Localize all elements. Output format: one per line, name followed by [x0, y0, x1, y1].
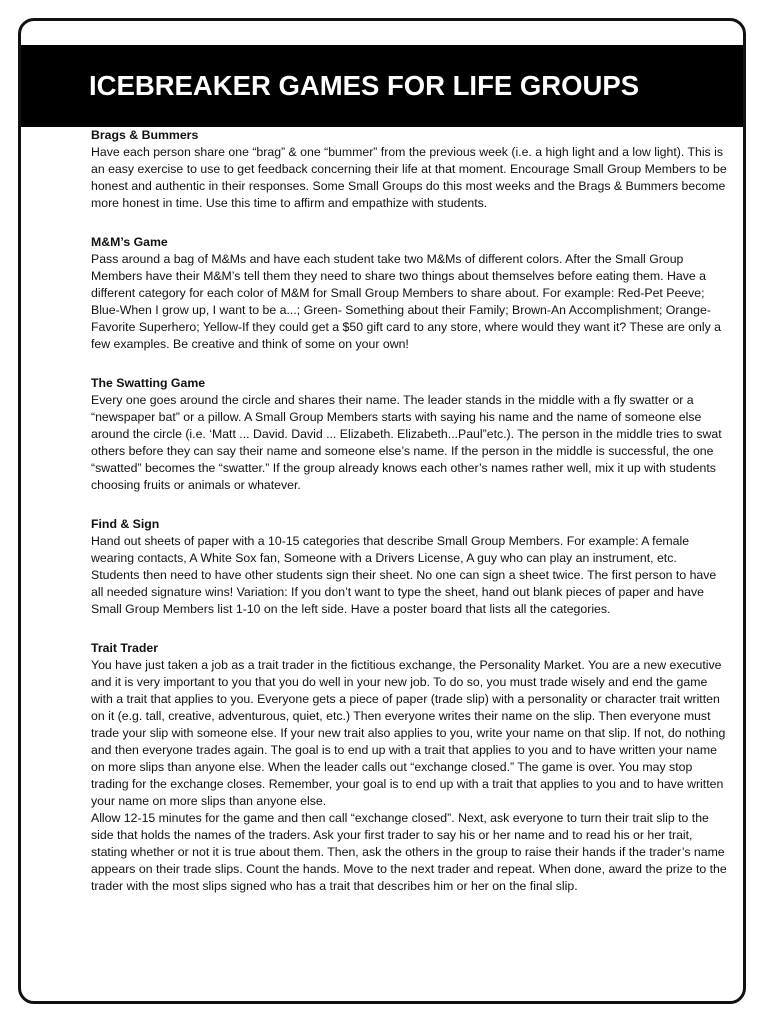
section-find-sign	[91, 516, 727, 618]
section-heading: M&M’s Game	[91, 235, 168, 249]
page-frame	[18, 18, 746, 1004]
section-paragraph: Every one goes around the circle and shares their name. The leader stands in the middle with a fly swatter or a “newspaper bat” or a pillow. A Small Group Members starts with saying his name and the name of someone else around the circle (i.e. ‘Matt ... David. David ... Elizabeth. Elizabeth...Paul”etc.). The person in the middle tries to swat others before they can say their name and someone else’s name. If the person in the middle is successful, the one “swatted” becomes the “swatter.” If the group already knows each other’s names rather well, mix it up with students choosing fruits or animals or whatever.	[91, 393, 722, 492]
section-paragraph: Have each person share one “brag” & one “bummer” from the previous week (i.e. a high light and a low light). This is an easy exercise to use to get feedback concerning their life at that moment. Encourage Small Group Members to be honest and authentic in their responses. Some Small Groups do this most weeks and the Brags & Bummers become more honest in time. Use this time to affirm and empathize with students.	[91, 145, 727, 210]
section-mms-game	[91, 234, 727, 353]
section-swatting-game	[91, 375, 727, 494]
section-brags-bummers	[91, 127, 727, 212]
document-body	[91, 127, 727, 917]
section-paragraph: Hand out sheets of paper with a 10-15 categories that describe Small Group Members. For example: A female wearing contacts, A White Sox fan, Someone with a Drivers License, A guy who can play an instrument, etc. Students then need to have other students sign their sheet. No one can sign a sheet twice. The first person to have all needed signature wins! Variation: If you don’t want to type the sheet, hand out blank pieces of paper and have Small Group Members list 1-10 on the left side. Have a poster board that lists all the categories.	[91, 534, 717, 616]
section-heading: The Swatting Game	[91, 376, 206, 390]
section-trait-trader	[91, 640, 727, 895]
title-banner	[21, 45, 743, 127]
section-heading: Trait Trader	[91, 641, 158, 655]
page-title: ICEBREAKER GAMES FOR LIFE GROUPS	[89, 70, 640, 102]
section-heading: Find & Sign	[91, 517, 160, 531]
section-paragraph: Pass around a bag of M&Ms and have each student take two M&Ms of different colors. After the Small Group Members have their M&M’s tell them they need to share two things about themselves before eating them. Have a different category for each color of M&M for Small Group Members to share about. For example: Red-Pet Peeve; Blue-When I grow up, I want to be a...; Green- Something about their Family; Brown-An Accomplishment; Orange-Favorite Superhero; Yellow-If they could get a $50 gift card to any store, where would they want it? These are only a few examples. Be creative and think of some on your own!	[91, 252, 722, 351]
section-paragraph: You have just taken a job as a trait trader in the fictitious exchange, the Personality Market. You are a new executive and it is very important to you that you do well in your new job. To do so, you must trade wisely and end the game with a trait that applies to you. Everyone gets a piece of paper (trade slip) with a personality or character trait written on it (e.g. tall, creative, adventurous, quiet, etc.) Then everyone writes their name on the slip. Then everyone must trade your slip with someone else. If your new trait also applies to you, write your name on that slip. If not, do nothing and then everyone trades again. The goal is to end up with a trait that applies to you and to have written your name on more slips than anyone else. When the leader calls out “exchange closed.” The game is over. You may stop trading for the exchange closes. Remember, your goal is to end up with a trait that applies to you and to have written your name on more slips than anyone else.	[91, 658, 726, 808]
section-paragraph: Allow 12-15 minutes for the game and then call “exchange closed”. Next, ask everyone to turn their trait slip to the side that holds the names of the traders. Ask your first trader to say his or her name and to read his or her trait, stating whether or not it is true about them. Then, ask the others in the group to raise their hands if the trader’s name appears on their trade slips. Count the hands. Move to the next trader and repeat. When done, award the prize to the trader with the most slips signed who has a trait that describes him or her on the final slip.	[91, 811, 727, 893]
section-heading: Brags & Bummers	[91, 128, 199, 142]
